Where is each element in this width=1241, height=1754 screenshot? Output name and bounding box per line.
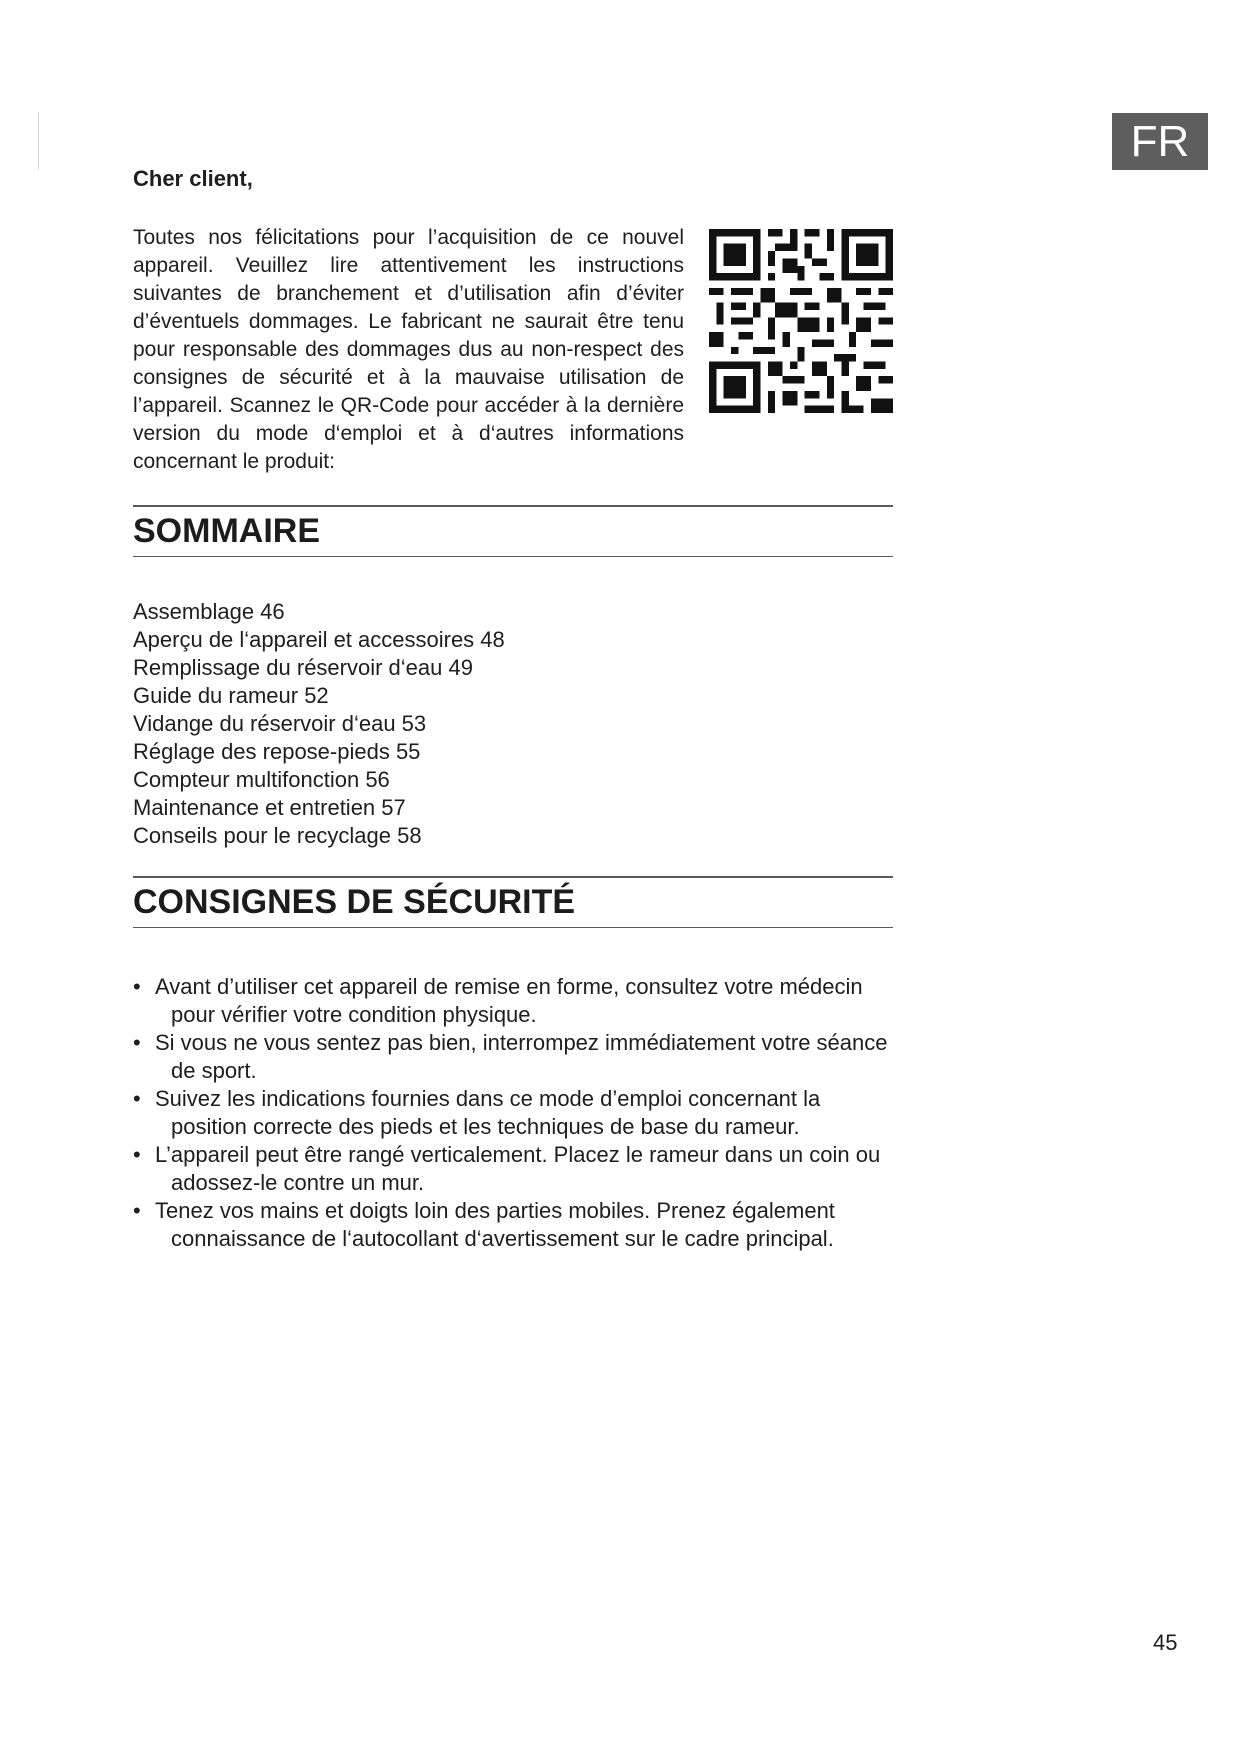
safety-section xyxy=(133,876,893,928)
toc-item[interactable]: Assemblage 46 xyxy=(133,599,285,624)
qr-code-icon[interactable] xyxy=(709,229,893,413)
toc-item[interactable]: Maintenance et entretien 57 xyxy=(133,795,406,820)
list-item-text: Avant d’utiliser cet appareil de remise en forme, consultez votre médecin pour vérifier votre condition physique. xyxy=(155,974,863,1027)
language-tab: FR xyxy=(1112,113,1208,170)
safety-bottom-rule xyxy=(133,927,893,928)
safety-list xyxy=(133,973,893,1253)
list-item xyxy=(133,1141,893,1197)
toc-item[interactable]: Aperçu de l‘appareil et accessoires 48 xyxy=(133,627,505,652)
list-item xyxy=(133,1085,893,1141)
list-item-text: Tenez vos mains et doigts loin des parties mobiles. Prenez également connaissance de l‘autocollant d‘avertissement sur le cadre principal. xyxy=(155,1198,835,1251)
list-item xyxy=(133,973,893,1029)
toc-item[interactable]: Remplissage du réservoir d‘eau 49 xyxy=(133,655,473,680)
toc-item[interactable]: Guide du rameur 52 xyxy=(133,683,329,708)
margin-rule xyxy=(38,112,39,170)
bullet-icon: • xyxy=(133,1142,141,1167)
bullet-icon: • xyxy=(133,1086,141,1111)
toc-item[interactable]: Vidange du réservoir d‘eau 53 xyxy=(133,711,427,736)
bullet-icon: • xyxy=(133,1198,141,1223)
summary-section xyxy=(133,505,893,557)
greeting: Cher client, xyxy=(133,166,253,191)
toc-item[interactable]: Réglage des repose-pieds 55 xyxy=(133,739,421,764)
list-item-text: L’appareil peut être rangé verticalement. Placez le rameur dans un coin ou adossez-le contre un mur. xyxy=(155,1142,881,1195)
list-item xyxy=(133,1029,893,1085)
summary-bottom-rule xyxy=(133,556,893,557)
list-item-text: Si vous ne vous sentez pas bien, interrompez immédiatement votre séance de sport. xyxy=(155,1030,888,1083)
toc-item[interactable]: Compteur multifonction 56 xyxy=(133,767,390,792)
bullet-icon: • xyxy=(133,974,141,999)
intro-paragraph: Toutes nos félicitations pour l’acquisition de ce nouvel appareil. Veuillez lire attentivement les instructions suivantes de branchement et d’utilisation afin d’éviter d’éventuels dommages. Le fabricant ne saurait être tenu pour responsable des dommages dus au non-respect des consignes de sécurité et à la mauvaise utilisation de l’appareil. Scannez le QR-Code pour accéder à la dernière version du mode d‘emploi et à d‘autres informations concernant le produit: xyxy=(133,226,684,473)
list-item xyxy=(133,1197,893,1253)
page-number: 45 xyxy=(1153,1630,1178,1655)
safety-heading: CONSIGNES DE SÉCURITÉ xyxy=(133,883,576,921)
bullet-icon: • xyxy=(133,1030,141,1055)
table-of-contents xyxy=(133,598,505,850)
list-item-text: Suivez les indications fournies dans ce mode d’emploi concernant la position correcte des pieds et les techniques de base du rameur. xyxy=(155,1086,821,1139)
summary-heading: SOMMAIRE xyxy=(133,512,320,550)
toc-item[interactable]: Conseils pour le recyclage 58 xyxy=(133,823,422,848)
